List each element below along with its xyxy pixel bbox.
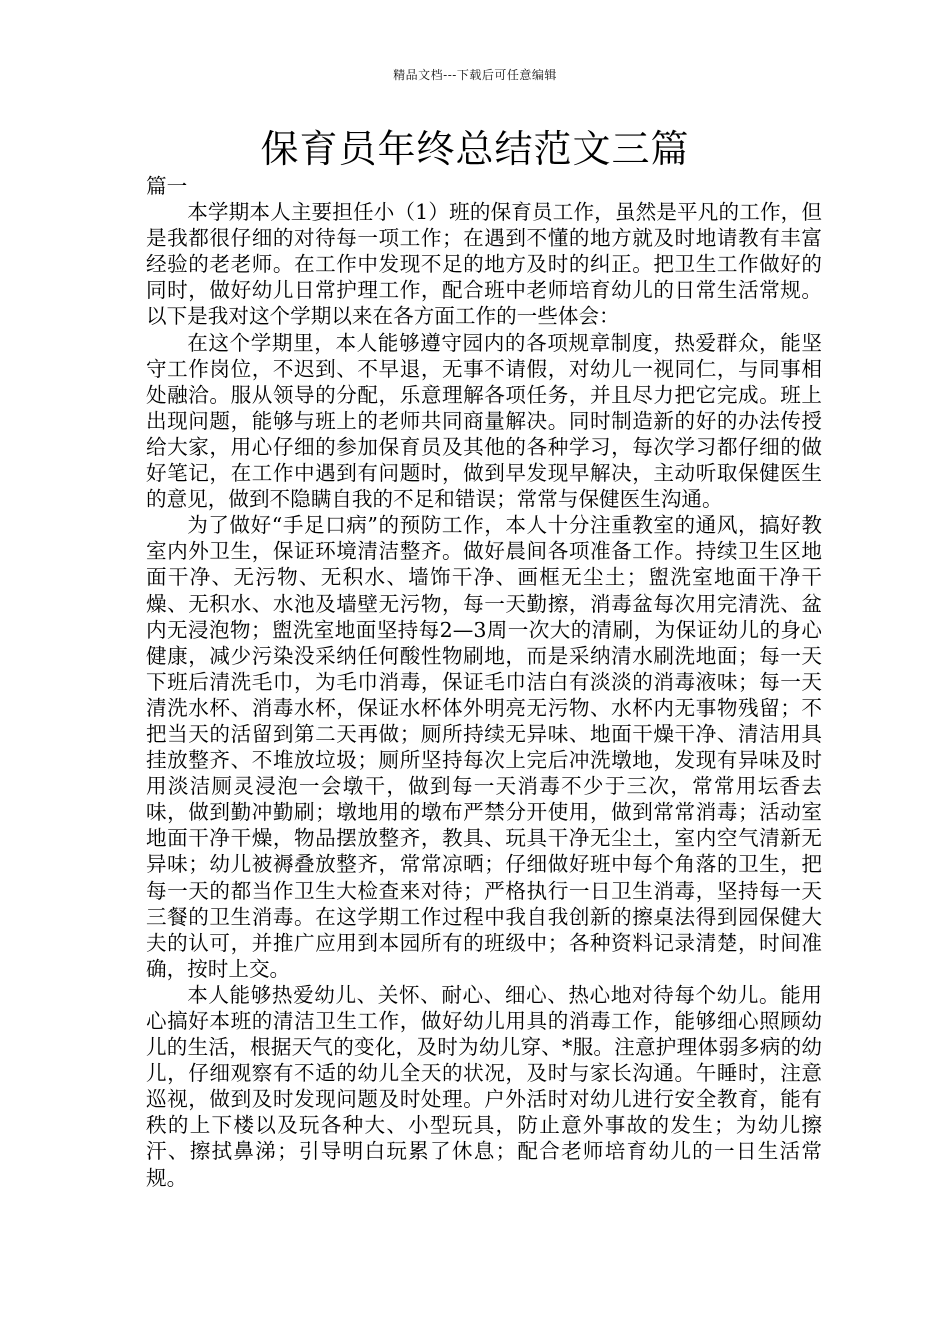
paragraph-3: 为了做好“手足口病”的预防工作，本人十分注重教室的通风，搞好教室内外卫生，保证环境清洁整齐。做好晨间各项准备工作。持续卫生区地面干净、无污物、无积水、墙饰干净、画框无尘土；盥洗室地面干净干燥、无积水、水池及墙壁无污物，每一天勤擦，消毒盆每次用完清洗、盆内无浸泡物；盥洗室地面坚持每2—3周一次大的清刷，为保证幼儿的身心健康，减少污染没采纳任何酸性物刷地，而是采纳清水刷洗地面；每一天下班后清洗毛巾，为毛巾消毒，保证毛巾洁白有淡淡的消毒液味；每一天清洗水杯、消毒水杯，保证水杯体外明亮无污物、水杯内无事物残留；不把当天的活留到第二天再做；厕所持续无异味、地面干燥干净、清洁用具挂放整齐、不堆放垃圾；厕所坚持每次上完后冲洗墩地，发现有异味及时用淡洁厕灵浸泡一会墩干，做到每一天消毒不少于三次，常常用坛香去味，做到勤冲勤刷；墩地用的墩布严禁分开使用，做到常常消毒；活动室地面干净干燥，物品摆放整齐，教具、玩具干净无尘土，室内空气清新无异味；幼儿被褥叠放整齐，常常凉晒；仔细做好班中每个角落的卫生，把每一天的都当作卫生大检查来对待；严格执行一日卫生消毒，坚持每一天三餐的卫生消毒。在这学期工作过程中我自我创新的擦桌法得到园保健大夫的认可，并推广应用到本园所有的班级中；各种资料记录清楚，时间准确，按时上交。: [146, 513, 822, 981]
paragraph-2: 在这个学期里，本人能够遵守园内的各项规章制度，热爱群众，能坚守工作岗位，不迟到、不早退，无事不请假，对幼儿一视同仁，与同事相处融洽。服从领导的分配，乐意理解各项任务，并且尽力把它完成。班上出现问题，能够与班上的老师共同商量解决。同时制造新的好的办法传授给大家，用心仔细的参加保育员及其他的各种学习，每次学习都仔细的做好笔记，在工作中遇到有问题时，做到早发现早解决，主动听取保健医生的意见，做到不隐瞒自我的不足和错误；常常与保健医生沟通。: [146, 330, 822, 512]
header-note: 精品文档---下载后可任意编辑: [393, 68, 557, 82]
paragraph-4: 本人能够热爱幼儿、关怀、耐心、细心、热心地对待每个幼儿。能用心搞好本班的清洁卫生工作，做好幼儿用具的消毒工作，能够细心照顾幼儿的生活，根据天气的变化，及时为幼儿穿、*服。注意护理体弱多病的幼儿，仔细观察有不适的幼儿全天的状况，及时与家长沟通。午睡时，注意巡视，做到及时发现问题及时处理。户外活时对幼儿进行安全教育，能有秩的上下楼以及玩各种大、小型玩具，防止意外事故的发生；为幼儿擦汗、擦拭鼻涕；引导明白玩累了休息；配合老师培育幼儿的一日生活常规。: [146, 982, 822, 1190]
section-label: 篇一: [146, 174, 188, 198]
document-title: 保育员年终总结范文三篇: [260, 127, 690, 171]
document-body: [146, 173, 822, 1191]
paragraph-1: 本学期本人主要担任小（1）班的保育员工作，虽然是平凡的工作，但是我都很仔细的对待每一项工作；在遇到不懂的地方就及时地请教有丰富经验的老老师。在工作中发现不足的地方及时的纠正。把卫生工作做好的同时，做好幼儿日常护理工作，配合班中老师培育幼儿的日常生活常规。以下是我对这个学期以来在各方面工作的一些体会：: [146, 200, 822, 329]
